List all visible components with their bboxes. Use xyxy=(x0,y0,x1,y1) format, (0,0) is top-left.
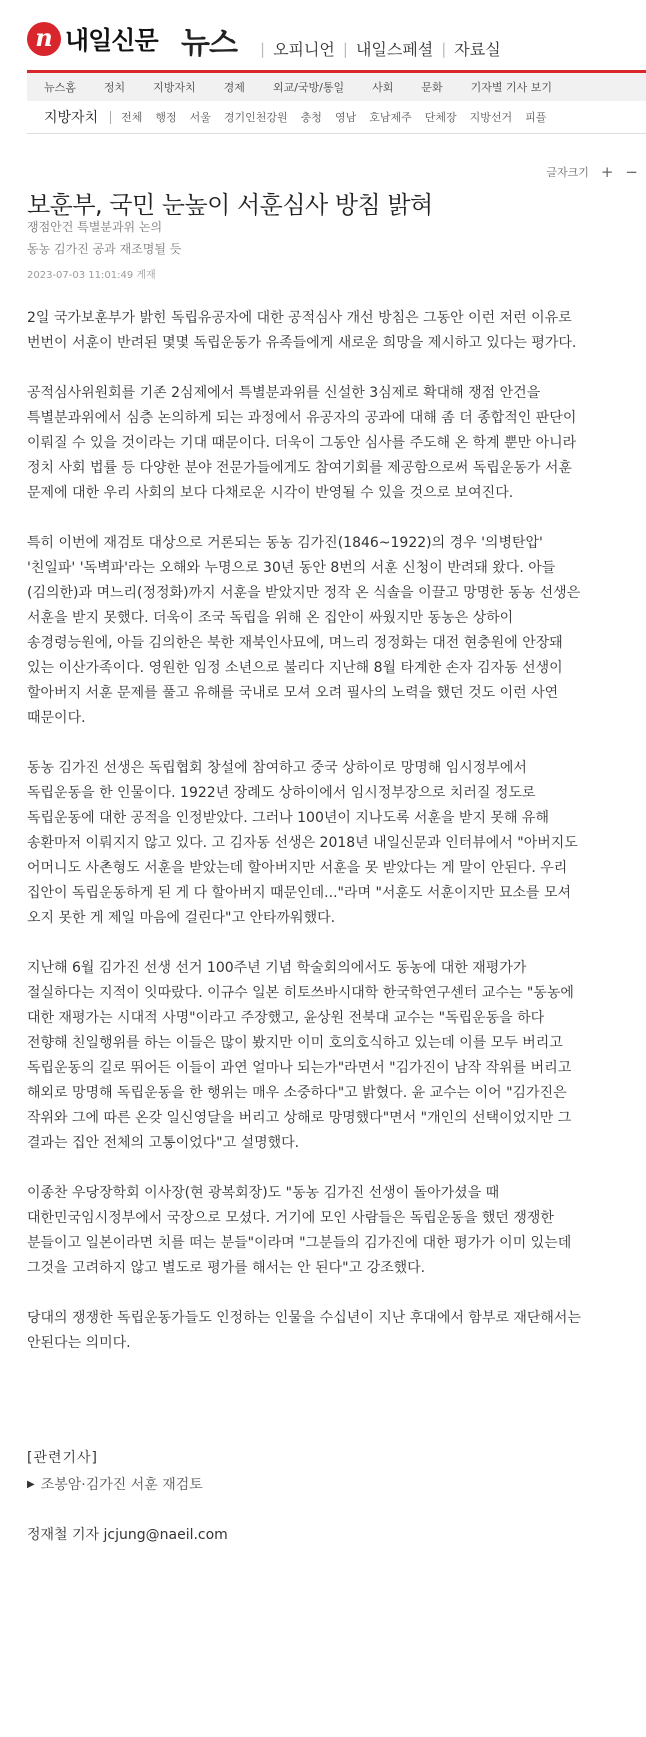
article-title: 보훈부, 국민 눈높이 서훈심사 방침 밝혀 xyxy=(27,191,433,219)
category-item-news-home[interactable]: 뉴스홈 xyxy=(44,81,76,94)
font-decrease-button[interactable]: − xyxy=(625,162,638,181)
nav-separator: | xyxy=(260,39,266,58)
article-paragraph: 공적심사위원회를 기존 2심제에서 특별분과위를 신설한 3심제로 확대해 쟁점 안건을 특별분과위에서 심층 논의하게 되는 과정에서 유공자의 공과에 대해 좀 더 종합적인 판단이 이뤄질 수 있을 것이라는 기대 때문이다. 더욱이 그동안 심사를 주도해 온 학계 뿐만 아니라 정치 사회 법률 등 다양한 분야 전문가들에게도 참여기회를 제공함으로써 독립운동가 서훈 문제에 대한 우리 사회의 보다 다채로운 시각이 반영될 수 있을 것으로 보여진다. xyxy=(27,385,577,501)
category-item-local[interactable]: 지방자치 xyxy=(153,81,196,94)
article-paragraph: 2일 국가보훈부가 밝힌 독립유공자에 대한 공적심사 개선 방침은 그동안 이런 저런 이유로 번번이 서훈이 반려된 몇몇 독립운동가 유족들에게 새로운 희망을 제시하고 있다는 평가다. xyxy=(27,310,577,351)
section-title[interactable]: 뉴스 xyxy=(181,26,237,61)
article-date: 2023-07-03 11:01:49 게재 xyxy=(27,270,156,281)
nav-separator: | xyxy=(342,39,348,58)
category-bar xyxy=(27,70,646,101)
byline: 정재철 기자 jcjung@naeil.com xyxy=(27,1527,228,1543)
category-item-culture[interactable]: 문화 xyxy=(421,81,443,94)
category-item-politics[interactable]: 정치 xyxy=(103,81,126,94)
top-nav xyxy=(252,37,501,60)
article-paragraph: 이종찬 우당장학회 이사장(현 광복회장)도 "동농 김가진 선생이 돌아가셨을 때 대한민국임시정부에서 국장으로 모셨다. 거기에 모인 사람들은 독립운동을 했던 쟁쟁한 분들이고 일본이라면 치를 떠는 분들"이라며 "그분들의 김가진에 대한 평가가 이미 있는데 그것을 고려하지 않고 별도로 평가를 해서는 안 된다"고 강조했다. xyxy=(27,1185,572,1276)
sub-nav-item[interactable]: 호남제주 xyxy=(369,111,412,124)
top-nav-opinion[interactable]: 오피니언 xyxy=(273,40,335,59)
nav-separator: | xyxy=(441,39,447,58)
divider xyxy=(110,111,111,124)
article-subtitle: 동농 김가진 공과 재조명될 듯 xyxy=(27,242,182,256)
category-item-economy[interactable]: 경제 xyxy=(223,81,245,94)
sub-nav-item[interactable]: 지방선거 xyxy=(469,111,513,124)
article-subtitle: 쟁점안건 특별분과위 논의 xyxy=(27,220,163,234)
article-paragraph: 동농 김가진 선생은 독립협회 창설에 참여하고 중국 상하이로 망명해 임시정부에서 독립운동을 한 인물이다. 1922년 장례도 상하이에서 임시정부장으로 치러질 정도로 독립운동에 대한 공적을 인정받았다. 그러나 100년이 지나도록 서훈을 받지 못해 유해 송환마저 이뤄지지 않고 있다. 고 김자동 선생은 2018년 내일신문과 인터뷰에서 "아버지도 어머니도 사촌형도 서훈을 받았는데 할아버지만 서훈을 못 받았다는 게 말이 안된다. 우리 집안이 독립운동하게 된 게 다 할아버지 때문인데..."라며 "서훈도 서훈이지만 묘소를 모셔 오지 못한 게 제일 마음에 걸린다"고 안타까워했다. xyxy=(27,760,578,926)
font-size-control xyxy=(546,164,638,180)
article-paragraph: 지난해 6월 김가진 선생 선거 100주년 기념 학술회의에서도 동농에 대한 재평가가 절실하다는 지적이 잇따랐다. 이규수 일본 히토쓰바시대학 한국학연구센터 교수는 "동농에 대한 재평가는 시대적 사명"이라고 주장했고, 윤상원 전북대 교수는 "독립운동을 하다 전향해 친일행위를 하는 이들은 많이 봤지만 이미 호의호식하고 있는데 이를 모두 버리고 독립운동의 길로 뛰어든 이들이 과연 얼마나 되는가"라면서 "김가진이 남작 작위를 버리고 해외로 망명해 독립운동을 한 행위는 매우 소중하다"고 밝혔다. 윤 교수는 이어 "김가진은 작위와 그에 따른 온갖 일신영달을 버리고 상해로 망명했다"면서 "개인의 선택이었지만 그 결과는 집안 전체의 고통이었다"고 설명했다. xyxy=(27,960,574,1151)
sub-nav-item[interactable]: 영남 xyxy=(334,111,357,124)
sub-nav-title[interactable]: 지방자치 xyxy=(44,110,99,126)
category-item-reporters[interactable]: 기자별 기사 보기 xyxy=(470,81,553,94)
triangle-bullet-icon: ▶ xyxy=(27,1478,35,1490)
category-item-society[interactable]: 사회 xyxy=(372,81,394,94)
top-nav-special[interactable]: 내일스페셜 xyxy=(355,40,434,59)
sub-nav xyxy=(27,101,646,134)
sub-nav-item[interactable]: 피플 xyxy=(525,111,547,124)
logo-text: 내일신문 xyxy=(65,26,158,55)
article-paragraph: 당대의 쟁쟁한 독립운동가들도 인정하는 인물을 수십년이 지난 후대에서 함부로 재단해서는 안된다는 의미다. xyxy=(27,1310,581,1351)
logo-mark-icon: n xyxy=(27,22,61,56)
sub-nav-item[interactable]: 충청 xyxy=(300,111,322,124)
related-link[interactable]: 조봉암·김가진 서훈 재검토 xyxy=(40,1477,203,1493)
related-title: [관련기사] xyxy=(27,1450,99,1466)
sub-nav-item[interactable]: 경기인천강원 xyxy=(223,111,288,124)
font-size-label: 글자크기 xyxy=(546,166,589,179)
top-nav-archive[interactable]: 자료실 xyxy=(454,40,501,59)
sub-nav-item[interactable]: 서울 xyxy=(189,111,211,124)
site-header xyxy=(0,0,646,70)
sub-nav-item[interactable]: 전체 xyxy=(121,111,143,124)
article-paragraph: 특히 이번에 재검토 대상으로 거론되는 동농 김가진(1846~1922)의 경우 '의병탄압' '친일파' '독벽파'라는 오해와 누명으로 30년 동안 8번의 서훈 신청이 반려돼 왔다. 아들(김의한)과 며느리(정정화)까지 서훈을 받았지만 정작 온 식솔을 이끌고 망명한 동농 선생은 서훈을 받지 못했다. 더욱이 조국 독립을 위해 온 집안이 싸웠지만 동농은 상하이 송경령능원에, 아들 김의한은 북한 재북인사묘에, 며느리 정정화는 대전 현충원에 안장돼 있는 이산가족이다. 영원한 임정 소년으로 불리다 지난해 8월 타계한 손자 김자동 선생이 할아버지 서훈 문제를 풀고 유해를 국내로 모셔 오려 필사의 노력을 했던 것도 이런 사연 때문이다. xyxy=(27,535,581,726)
site-logo[interactable] xyxy=(27,21,158,57)
category-item-diplomacy[interactable]: 외교/국방/통일 xyxy=(272,81,345,94)
article-body xyxy=(27,306,587,1381)
sub-nav-item[interactable]: 단체장 xyxy=(424,111,457,124)
related-articles xyxy=(27,1447,203,1494)
related-item[interactable] xyxy=(27,1474,203,1494)
font-increase-button[interactable]: + xyxy=(600,162,614,181)
sub-nav-item[interactable]: 행정 xyxy=(155,111,177,124)
